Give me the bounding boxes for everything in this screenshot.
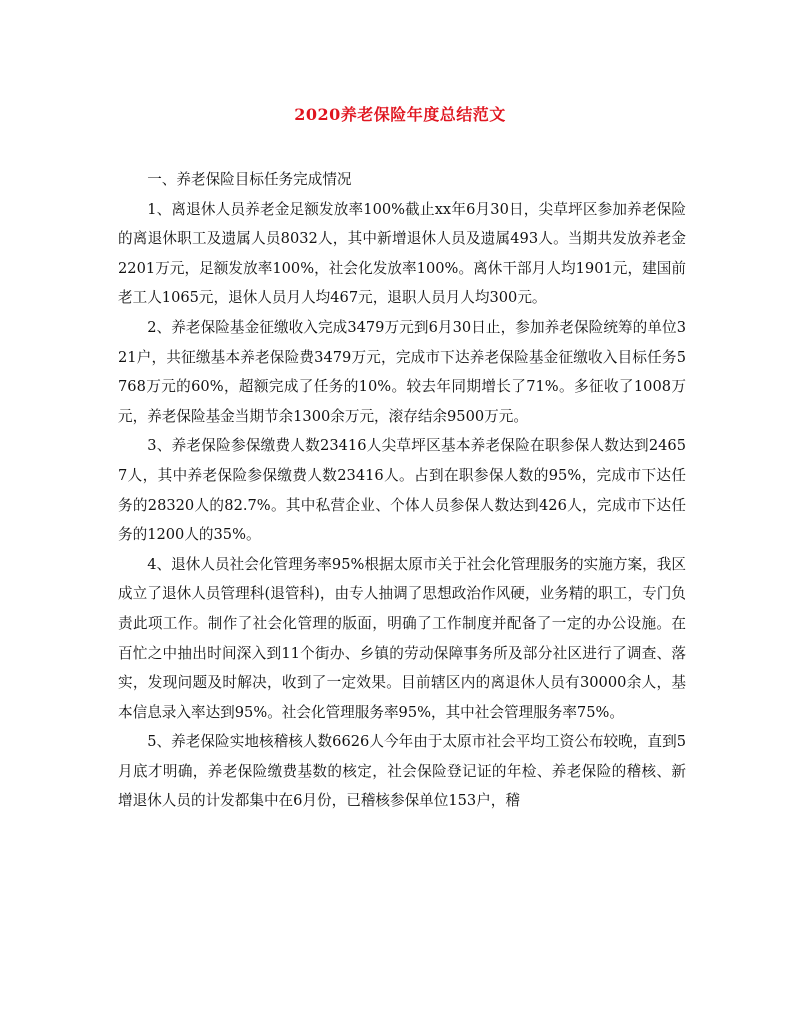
section-heading: 一、养老保险目标任务完成情况 [147,171,352,188]
paragraph-1: 1、离退休人员养老金足额发放率100%截止xx年6月30日，尖草坪区参加养老保险的离退休职工及遗属人员8032人，其中新增退休人员及遗属493人。当期共发放养老金2201万元，足额发放率100%，社会化发放率100%。离休干部月人均1901元，建国前老工人1065元，退休人员月人均467元，退职人员月人均300元。 [118,200,686,307]
paragraph-5: 5、养老保险实地核稽核人数6626人今年由于太原市社会平均工资公布较晚，直到5月底才明确，养老保险缴费基数的核定，社会保险登记证的年检、养老保险的稽核、新增退休人员的计发都集中在6月份，已稽核参保单位153户，稽 [118,733,686,810]
paragraph-4: 4、退休人员社会化管理务率95%根据太原市关于社会化管理服务的实施方案，我区成立了退休人员管理科(退管科)，由专人抽调了思想政治作风硬，业务精的职工，专门负责此项工作。制作了社会化管理的版面，明确了工作制度并配备了一定的办公设施。在百忙之中抽出时间深入到11个街办、乡镇的劳动保障事务所及部分社区进行了调查、落实，发现问题及时解决，收到了一定效果。目前辖区内的离退休人员有30000余人，基本信息录入率达到95%。社会化管理服务率95%，其中社会管理服务率75%。 [118,555,686,721]
document-body [118,165,686,816]
paragraph-2: 2、养老保险基金征缴收入完成3479万元到6月30日止，参加养老保险统筹的单位321户，共征缴基本养老保险费3479万元，完成市下达养老保险基金征缴收入目标任务5768万元的60%，超额完成了任务的10%。较去年同期增长了71%。多征收了1008万元，养老保险基金当期节余1300余万元，滚存结余9500万元。 [118,318,686,425]
paragraph-3: 3、养老保险参保缴费人数23416人尖草坪区基本养老保险在职参保人数达到24657人，其中养老保险参保缴费人数23416人。占到在职参保人数的95%，完成市下达任务的28320人的82.7%。其中私营企业、个体人员参保人数达到426人，完成市下达任务的1200人的35%。 [118,437,686,544]
document-title: 2020养老保险年度总结范文 [294,105,506,124]
